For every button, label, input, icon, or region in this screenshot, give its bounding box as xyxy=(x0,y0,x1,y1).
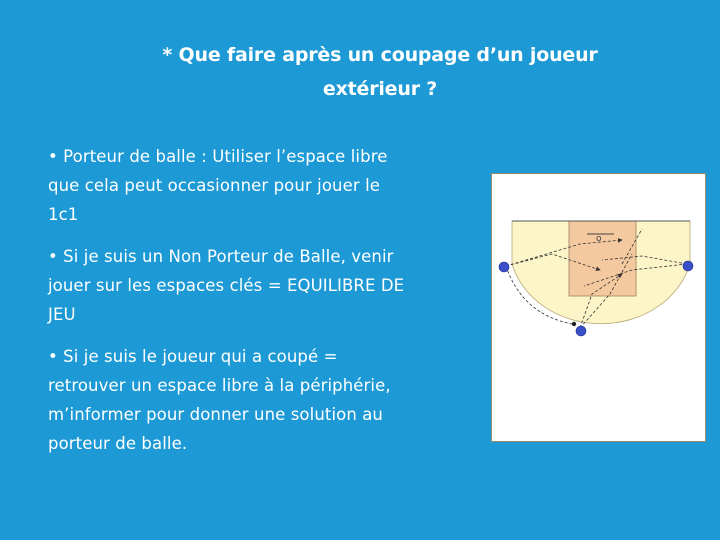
bullet-item xyxy=(48,342,458,458)
player-marker xyxy=(576,326,586,336)
bullet-line: jouer sur les espaces clés = EQUILIBRE DE xyxy=(48,276,405,295)
player-marker xyxy=(683,261,693,271)
bullet-list xyxy=(48,142,458,471)
bullet-line: • Porteur de balle : Utiliser l’espace libre xyxy=(48,147,388,166)
bullet-line: JEU xyxy=(48,305,76,324)
bullet-line: • Si je suis un Non Porteur de Balle, venir xyxy=(48,247,394,266)
title-line-1: * Que faire après un coupage d’un joueur xyxy=(162,44,598,66)
bullet-line: que cela peut occasionner pour jouer le xyxy=(48,176,381,195)
player-marker xyxy=(499,262,509,272)
bullet-item xyxy=(48,242,458,329)
bullet-line: porteur de balle. xyxy=(48,434,188,453)
paint-area xyxy=(569,221,636,296)
court-svg xyxy=(492,174,707,443)
slide-title xyxy=(100,38,660,106)
basket-icon: o xyxy=(596,234,602,244)
bullet-line: retrouver un espace libre à la périphérie, xyxy=(48,376,391,395)
title-line-2: extérieur ? xyxy=(322,78,438,100)
bullet-line: m’informer pour donner une solution au xyxy=(48,405,383,424)
court-diagram xyxy=(491,173,706,442)
bullet-line: 1c1 xyxy=(48,205,79,224)
bullet-item xyxy=(48,142,458,229)
bullet-line: • Si je suis le joueur qui a coupé = xyxy=(48,347,338,366)
ball-icon xyxy=(572,322,576,326)
